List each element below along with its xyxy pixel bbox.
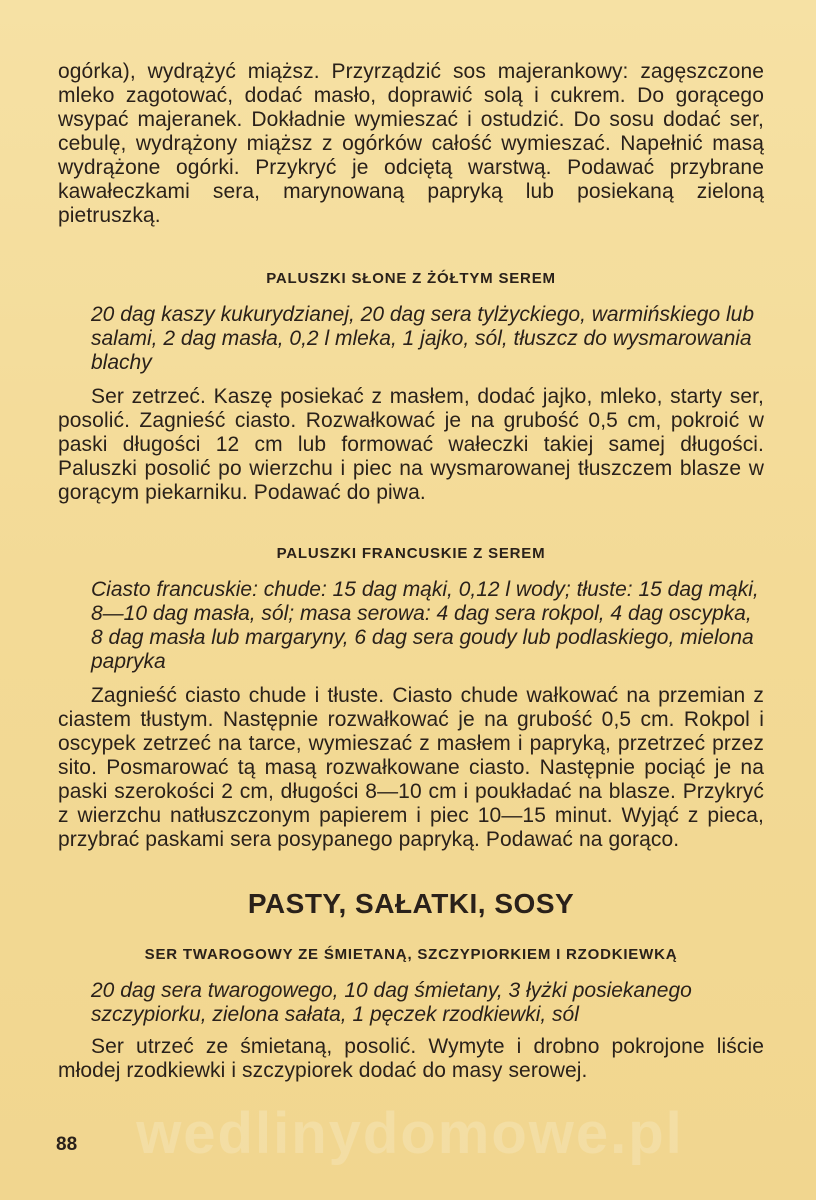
recipe-instructions: Ser utrzeć ze śmietaną, posolić. Wymyte i drobno pokrojone liście młodej rzodkiewki i szczypiorek dodać do masy serowej. [58,1035,764,1082]
recipe-ingredients: 20 dag kaszy kukurydzianej, 20 dag sera tylżyckiego, warmińskiego lub salami, 2 dag masła, 0,2 l mleka, 1 jajko, sól, tłuszcz do wysmarowania blachy [91,303,755,374]
recipe-title: SER TWAROGOWY ZE ŚMIETANĄ, SZCZYPIORKIEM I RZODKIEWKĄ [144,946,678,963]
recipe-instructions: Zagnieść ciasto chude i tłuste. Ciasto chude wałkować na przemian z ciastem tłustym. Następnie rozwałkować je na grubość 0,5 cm. Rokpol i oscypek zetrzeć na tarce, wymieszać z masłem i papryką, przetrzeć przez sito. Posmarować tą masą rozwałkowane ciasto. Następnie pociąć je na paski szerokości 2 cm, długości 8—10 cm i poukładać na blasze. Przykryć z wierzchu natłuszczonym papierem i piec 10—15 minut. Wyjąć z pieca, przybrać paskami sera posypanego papryką. Podawać na gorąco. [58,684,764,851]
watermark: wedlinydomowe.pl [136,1101,684,1166]
recipe-ingredients: Ciasto francuskie: chude: 15 dag mąki, 0,12 l wody; tłuste: 15 dag mąki, 8—10 dag masła, sól; masa serowa: 4 dag sera rokpol, 4 dag oscypka, 8 dag masła lub margaryny, 6 dag sera goudy lub podlaskiego, mielona papryka [91,578,759,673]
recipe-instructions: Ser zetrzeć. Kaszę posiekać z masłem, dodać jajko, mleko, starty ser, posolić. Zagnieść ciasto. Rozwałkować je na grubość 0,5 cm, pokroić w paski długości 12 cm lub formować wałeczki takiej samej długości. Paluszki posolić po wierzchu i piec na wysmarowanej tłuszczem blasze w gorącym piekarniku. Podawać do piwa. [58,385,764,504]
recipe-title: PALUSZKI FRANCUSKIE Z SEREM [276,545,546,562]
intro-paragraph: ogórka), wydrążyć miąższ. Przyrządzić sos majerankowy: zagęszczone mleko zagotować, dodać masło, doprawić solą i cukrem. Do gorącego wsypać majeranek. Dokładnie wymieszać i ostudzić. Do sosu dodać ser, cebulę, wydrążony miąższ z ogórków całość wymieszać. Napełnić masą wydrążone ogórki. Przykryć je odciętą warstwą. Podawać przybrane kawałeczkami sera, marynowaną papryką lub posiekaną zieloną pietruszką. [58,60,764,227]
page-content [58,60,764,1083]
recipe-title: PALUSZKI SŁONE Z ŻÓŁTYM SEREM [266,270,556,287]
chapter-title: PASTY, SAŁATKI, SOSY [247,888,575,919]
page-number: 88 [56,1134,78,1155]
recipe-ingredients: 20 dag sera twarogowego, 10 dag śmietany, 3 łyżki posiekanego szczypiorku, zielona sałata, 1 pęczek rzodkiewki, sól [91,979,692,1026]
